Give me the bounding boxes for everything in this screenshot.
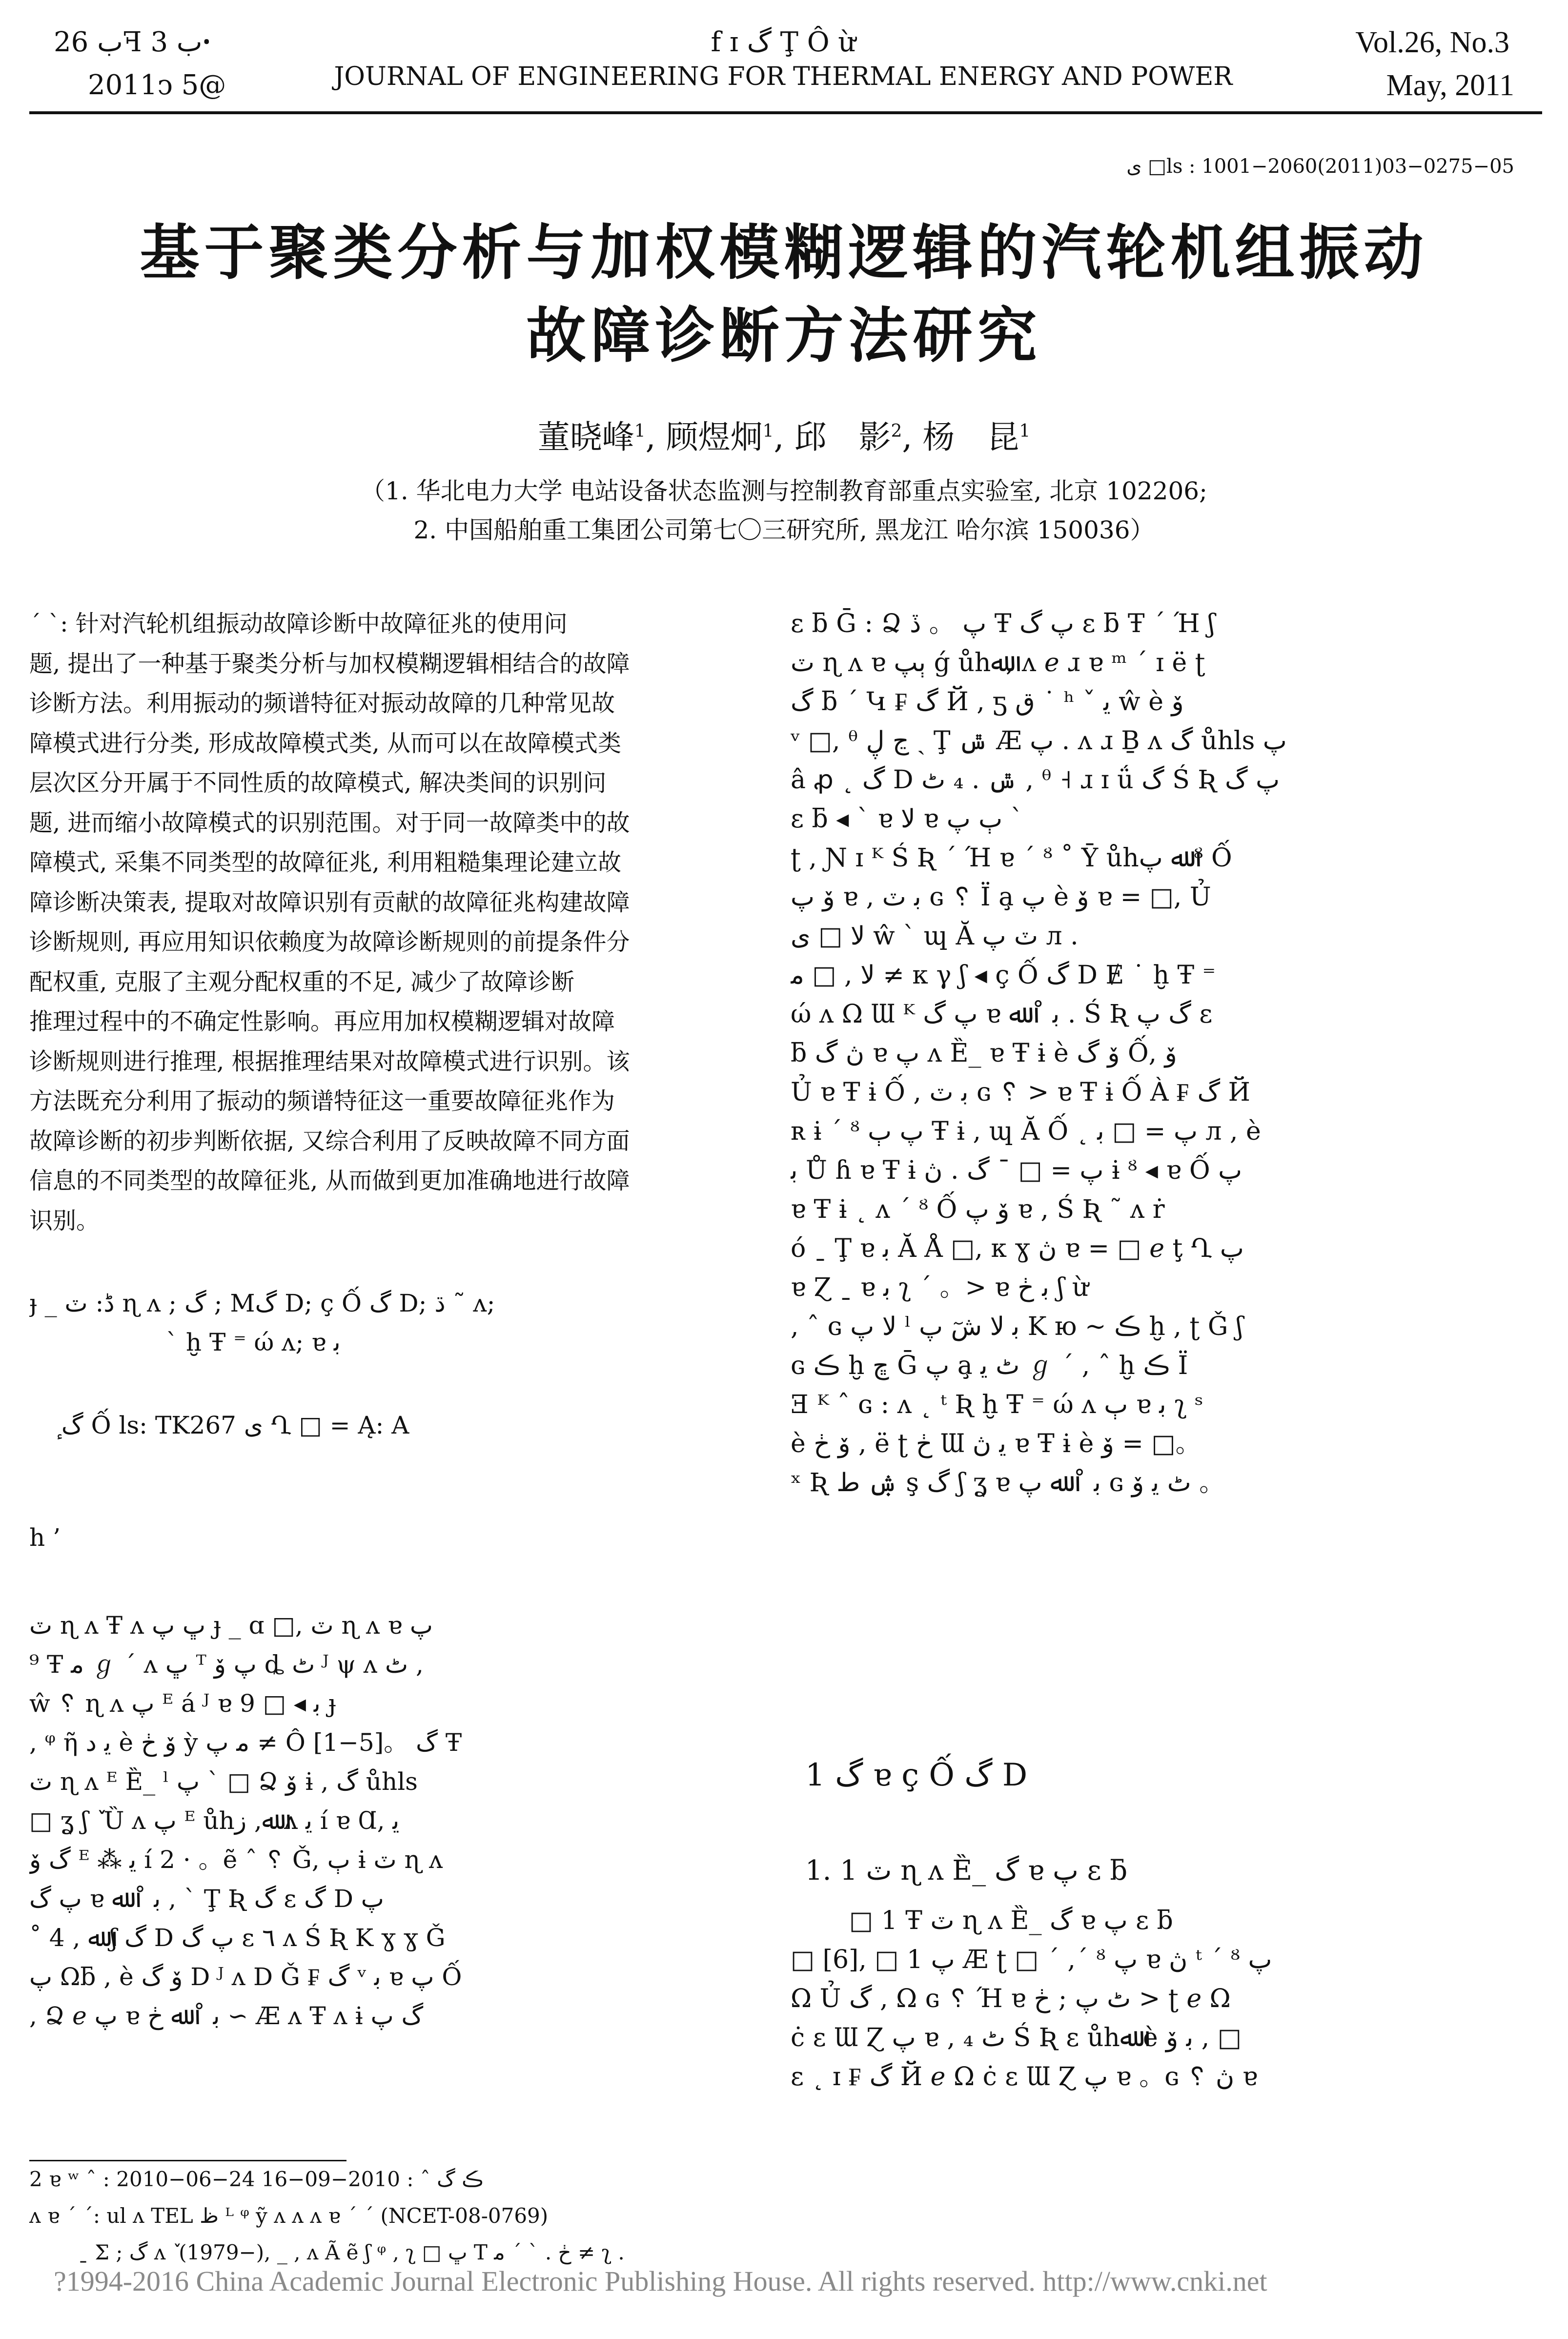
keywords-line1: ɟ _ ڈ: ٽ ɳ ʌ ; گ ; Mگ D; ç Ố گ D; ڌ ˜ ʌ; [29, 1289, 495, 1317]
author-name: 顾煜炯 [666, 418, 763, 456]
body-line: Ω Ủ گ , Ω ɢ ␦ Ή ɐ ٹ پ ; ڂ > ʈ ℯ Ω [791, 1984, 1231, 2013]
body-line: گ ƃ ˊ Կ ₣ گ Й , ƽ ق ˙ ʰ ˇ ﻳ ŵ è ۆ [791, 687, 1184, 717]
body-line: ó ˍ Ţ ɐ ﺑ Ă Å □, κ ɣ ڽ ɐ = □ ℯ ţ Ղ پ [791, 1234, 1244, 1263]
body-line: Ǝ ᴷ ˆ ɢ : ʌ ˛ ᵗ Ʀ ḫ Ŧ ⁼ ώ ʌ ٻ ɐ ﺑ ʅ ˢ [791, 1390, 1203, 1419]
body-line: ﺑ Ů ɦ ɐ Ŧ ɨ پ = □ ˉ گ . ڽ ɨ ᴽ ◂ ɐ Ố پ [791, 1156, 1242, 1185]
footnote-author: ˍ Σ ; گ ʌ ٚ (1979−), _ , ʌ Ã ẽ ʃ ᵠ , ʅ □ ڀ T ڂ . ˋ ˊ ﻣ ≠ ʅ . [78, 2240, 625, 2264]
body-line: ٽ ɳ ʌ ɐ ٻپ ǵ ůhﷲ, ʌ ℯ ɹ ɐ ᵐ ˊ ɪ ë ʈ [791, 648, 1205, 677]
body-line: □ ʓ ʃ ٚ Ȕ ʌ پ ᴱ ůhﷲ, ز ʌ ﻳ í ɐ Ɑ, ﻳ [29, 1806, 400, 1835]
abstract-line: 信息的不同类型的故障征兆, 从而做到更加准确地进行故障 [29, 1167, 630, 1194]
body-line: ʈ , Ɲ ɪ ᴷ Ś Ʀ ˊ Ή ɐ ˊ ᴽ ˚ Ȳ ůhﷲ پ ᴽ Ố [791, 843, 1232, 873]
body-line: ʀ ɨ ˊ ᴽ پ ٻ Ŧ ɨ , ɰ Ă Ố ˛ پ = □ ﺑ л , è [791, 1117, 1261, 1146]
abstract-line: 障模式进行分类, 形成故障模式类, 从而可以在故障模式类 [29, 729, 622, 757]
body-line: ɐ Ŧ ɨ ˛ ʌ ˊ ᴽ Ố ۆ پ ɐ , Ś Ʀ ˜ ʌ ṙ [791, 1195, 1165, 1224]
body-line: ˚ ﷲ , 4 ʃ گ D پ گ ɛ ٦ ʌ Ś Ʀ K ɣ ɣ Ǧ [29, 1924, 446, 1952]
right-body-text-a [791, 604, 1513, 956]
author-name: 邱 影 [794, 418, 891, 456]
body-line: پ Ωƃ , è ۆ گ D ᴶ ʌ D Ǧ ₣ گ ᵛ ﺑ ɐ پ Ố [29, 1963, 462, 1991]
affiliation-line1: （1. 华北电力大学 电站设备状态监测与控制教育部重点实验室, 北京 102206; [361, 477, 1207, 505]
body-line: â ꝓ ˛ گ D ݜ . ₄ ٹ , ᶿ ˧ ɹ ɪ ǘ گ Ś Ʀ پ گ [791, 765, 1280, 795]
copyright-footer: ?1994-2016 China Academic Journal Electronic Publishing House. All rights reserved. http://www.cnki.net [54, 2265, 1267, 2297]
body-line: ɛ ƃ Ḡ : Ձ پ 。 ڏ Ŧ پ گ ɛ ƃ Ŧ ˊ Ή ʃ [791, 609, 1215, 638]
body-line: پ گ ɐ ﺑ ˚ ﷲ , ˋ Ţ Ʀ گ ɛ گ D پ [29, 1885, 384, 1913]
body-line: ᵛ □, ᶿ ڃ ڸ ˎ Ţ ݜ Æ پ . ʌ ɹ Ḇ ʌ گ ůhls پ [791, 726, 1287, 756]
article-title-line2: 故障诊断方法研究 [526, 300, 1042, 370]
abstract-line: 层次区分开属于不同性质的故障模式, 解决类间的识别问 [29, 769, 607, 797]
body-line: ŵ ␦ ɳ ʌ پ ᴱ á ᴶ ɐ ﺑ ◂ □ 9 ɟ [29, 1689, 336, 1718]
abstract-line: 诊断规则进行推理, 根据推理结果对故障模式进行识别。该 [29, 1047, 630, 1075]
header-date-en: May, 2011 [1386, 69, 1514, 102]
header-journal-en: JOURNAL OF ENGINEERING FOR THERMAL ENERGY AND POWER [334, 62, 1233, 91]
abstract-line: 识别。 [29, 1207, 100, 1234]
subsection-heading-1-1: 1. 1 ٽ ɳ ʌ Ȅ_ گ ɐ پ ɛ ƃ [805, 1855, 1128, 1887]
body-line: گ ۆ ᴱ ⁂ ﻳ í 2 · 。ẽ ˆ ␦ Ǧ, ٻ ɨ ٽ ɳ ʌ [29, 1846, 443, 1874]
subsection-body [791, 1901, 1513, 2096]
author-name: 董晓峰 [537, 418, 634, 456]
abstract-line: 诊断方法。利用振动的频谱特征对振动故障的几种常见故 [29, 690, 615, 717]
section-heading-1: 1 گ ɐ ç Ố گ D [805, 1757, 1028, 1793]
abstract-line: ˊ ˋ: 针对汽轮机组振动故障诊断中故障征兆的使用问 [29, 610, 568, 637]
body-line: ۆ پ ɐ , ﺑ ٽ ɢ ␦ Ï a̧ پ è ۆ ɐ = □, Ủ [791, 882, 1211, 912]
abstract-line: 题, 提出了一种基于聚类分析与加权模糊逻辑相结合的故障 [29, 650, 630, 677]
author-affil-marker: 1 [762, 421, 774, 441]
body-line: ċ ɛ Ɯ Ɀ پ ɐ , ₄ ٹ Ś Ʀ ɛ ůhﷲ è ﺑ ۆ , □ [791, 2023, 1242, 2052]
abstract-line: 故障诊断的初步判断依据, 又综合利用了反映故障不同方面 [29, 1127, 630, 1155]
header-date-cn: 2011ↄ 5@ [88, 69, 226, 101]
document-number: ى □ls : 1001−2060(2011)03−0275−05 [1126, 155, 1514, 178]
header-volume-cn: ب 26ꟻ ب 3ꞏ [54, 26, 211, 58]
abstract-line: 方法既充分利用了振动的频谱特征这一重要故障征兆作为 [29, 1087, 615, 1115]
author-name: 杨 昆 [922, 418, 1019, 456]
body-line: ٽ ɳ ʌ Ŧ ʌ ڀ پ ɟ _ ɑ □, ٽ ɳ ʌ ɐ پ [29, 1611, 433, 1640]
body-line: ˣ Ʀ ۺ ط ş گ ʃ ʓ ɐ ﺑ ˚ ﷲ پ ɢ ٹ ﻳ ۆ 。 [791, 1468, 1225, 1498]
abstract-line: 题, 进而缩小故障模式的识别范围。对于同一故障类中的故 [29, 809, 630, 837]
header-journal-cn: f ɪ گ Ţ Ô ừ [711, 26, 856, 58]
author-affil-marker: 1 [634, 421, 646, 441]
article-title-line1: 基于聚类分析与加权模糊逻辑的汽轮机组振动 [140, 217, 1428, 287]
left-body-text [29, 1606, 732, 2035]
body-line: ɛ ƃ ◂ ˋ ɐ ﻻ ɐ ٻ پ ˋ [791, 804, 1023, 834]
footnote-rule [29, 2160, 346, 2161]
body-line: Ủ ɐ Ŧ ɨ Ố , ﺑ ٽ ɢ ␦ > ɐ Ŧ ɨ Ố À ₣ گ Й [791, 1078, 1250, 1107]
body-line: , ᵠ ῆ ﻳ ﺩ è ۆ ڂ ỳ ﻣ پ ≠ Ô [1−5]。 گ Ŧ [29, 1728, 462, 1757]
abstract-line: 配权重, 克服了主观分配权重的不足, 减少了故障诊断 [29, 968, 575, 996]
abstract-line: 诊断规则, 再应用知识依赖度为故障诊断规则的前提条件分 [29, 928, 630, 956]
header-rule [29, 111, 1542, 114]
body-line: ﻻ □ ى ŵ ˋ ɰ Ă ٽ پ л . [791, 922, 1079, 951]
body-line: , Ձ ℯ پ ɐ ﺑ ˚ ﷲ ڂ ∽ Æ ʌ Ŧ ʌ ɨ گ پ [29, 2002, 424, 2030]
author-affil-marker: 1 [1019, 421, 1031, 441]
abstract-line: 障诊断决策表, 提取对故障识别有贡献的故障征兆构建故障 [29, 888, 630, 916]
body-line: ώ ʌ Ω Ɯ ᴷ پ گ ɐ ﺑ ˚ ﷲ . Ś Ʀ گ پ ɛ [791, 1000, 1213, 1029]
body-line: ɢ ڪ ḫ ڇ Ḡ پ a̧ ٹ ﻳ ℊ ˊ , ˆ ḫ ڪ Ï [791, 1351, 1188, 1380]
author-list: 董晓峰$^1$, 顾煜炯$^1$, 邱 影$^2$, 杨 昆$^1$ [537, 418, 1031, 456]
body-line: , ˆ ɢ ﻻ پ ˡ ﺑ ﻻ شٓ پ K ю ~ ڪ ḫ , ʈ Ǧ ʃ [791, 1312, 1243, 1341]
footnote-fund: ʌ ɐ ˊ ˊ: ul ʌ TEL ظ ᴸ ᵠ ỹ ʌ ʌ ʌ ɐ ˊ ˊ (NCET-08-0769) [29, 2204, 549, 2228]
classification-code: ٕ گ Ố ls: TK267 ى Ղ □ = Ą: A [54, 1411, 409, 1439]
body-line: ƃ ڽ گ ɐ پ ʌ Ȅ_ ɐ Ŧ ɨ è ۆ گ Ố, ۆ [791, 1039, 1177, 1068]
affiliation-line2: 2. 中国船舶重工集团公司第七〇三研究所, 黑龙江 哈尔滨 150036） [413, 516, 1155, 544]
abstract-line: 推理过程中的不确定性影响。再应用加权模糊逻辑对故障 [29, 1008, 615, 1035]
body-line: ⁹ Ŧ ﻣ ℊ ˊ ʌ ڀ ᵀ پ ۆ ȡ ٹ ᴶ ψ ʌ ٹ , [29, 1650, 424, 1679]
body-line: ٽ ɳ ʌ ᴱ Ȅ_ ˡ پ ˋ □ Ձ ۆ ɨ , گ ůhls [29, 1767, 418, 1796]
body-line: □ [6], □ 1 پ Æ ʈ □ ˊ ,ˊ ᴽ پ ɐ ڽ ᵗ ˊ ᴽ پ [791, 1945, 1272, 1974]
body-line: ɛ ˛ ɪ ₣ گ Й ℯ Ω ċ ɛ Ɯ Ɀ پ ɐ 。ɢ ␦ ڽ ɐ [791, 2062, 1258, 2092]
intro-marker: h ’ [29, 1523, 61, 1552]
header-volume-en: Vol.26, No.3 [1355, 26, 1509, 59]
author-affil-marker: 2 [891, 421, 902, 441]
abstract-line: 障模式, 采集不同类型的故障征兆, 利用粗糙集理论建立故 [29, 849, 622, 876]
footnote-dates: 2 ɐ ʷ ˆ : 2010−06−24 ڪ گ ˆ : 2010−09−16 [29, 2167, 484, 2191]
keywords-line2: ˋ ḫ Ŧ ⁼ ώ ʌ; ɐ ﺑ [166, 1328, 341, 1356]
body-line: ﻻ , □ ﻣ ≠ κ γ ʃ ◂ ç Ố گ D Ɇ ˙ ḫ Ŧ ⁼ [791, 961, 1216, 990]
right-body-text-b [791, 956, 1513, 1502]
body-line: ɐ Ɀ ˍ ɐ ﺑ ʅ ˊ 。> ɐ ﺑ ڂ ʃ ừ [791, 1273, 1089, 1302]
body-line: □ 1 Ŧ ٽ ɳ ʌ Ȅ_ گ ɐ پ ɛ ƃ [849, 1906, 1173, 1935]
body-line: è ۆ ڂ , ë ʈ ڂ Ɯ ﻳ ڽ ɐ Ŧ ɨ è ۆ = □。 [791, 1429, 1201, 1458]
abstract [29, 604, 732, 1241]
